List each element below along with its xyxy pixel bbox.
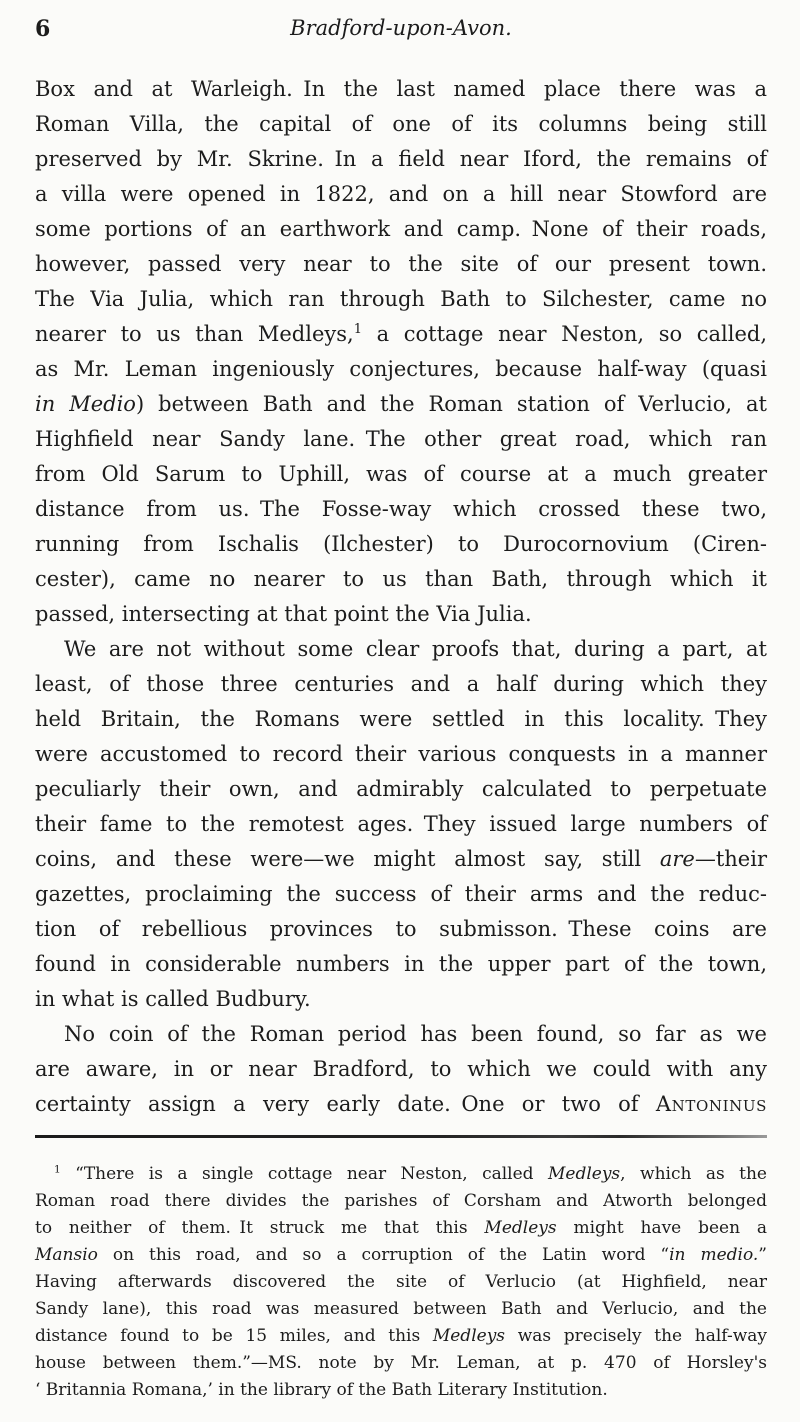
text-line: [35, 282, 767, 317]
text-run: cester), came no nearer to us than Bath, through which it: [35, 567, 767, 591]
text-run: some portions of an earthwork and camp. None of their roads,: [35, 217, 767, 241]
text-run: found in considerable numbers in the upper part of the town,: [35, 952, 767, 976]
text-run: passed, intersecting at that point the Via Julia.: [35, 602, 532, 626]
text-line: [35, 632, 767, 667]
text-run: ) between Bath and the Roman station of Verlucio, at: [135, 392, 767, 416]
text-line: [35, 527, 767, 562]
italic-text: Medleys: [484, 1218, 557, 1238]
paragraph: [35, 1017, 767, 1122]
text-run: “There is a single cottage near Neston, called: [60, 1164, 548, 1184]
text-run: are aware, in or near Bradford, to which we could with any: [35, 1057, 767, 1081]
footnote-rule: [35, 1135, 767, 1138]
text-line: [35, 142, 767, 177]
superscript-marker: 1: [353, 322, 362, 337]
text-line: [35, 1017, 767, 1052]
text-line: [35, 562, 767, 597]
text-line: [35, 177, 767, 212]
text-line: [35, 72, 767, 107]
text-run: Box and at Warleigh. In the last named place there was a: [35, 77, 767, 101]
text-run: house between them.”—MS. note by Mr. Leman, at p. 470 of Horsley's: [35, 1353, 767, 1373]
text-line: [35, 1242, 767, 1269]
text-run: , which as the: [620, 1164, 767, 1184]
text-line: [35, 247, 767, 282]
text-run: ”: [758, 1245, 767, 1265]
text-line: [35, 1377, 767, 1404]
text-run: held Britain, the Romans were settled in this locality. They: [35, 707, 767, 731]
italic-text: are: [659, 847, 695, 871]
text-run: were accustomed to record their various conquests in a manner: [35, 742, 767, 766]
italic-text: Medleys: [547, 1164, 621, 1184]
text-line: [35, 912, 767, 947]
text-line: [35, 1052, 767, 1087]
text-run: distance from us. The Fosse-way which crossed these two,: [35, 497, 767, 521]
text-run: running from Ischalis (Ilchester) to Durocornovium (Ciren-: [35, 532, 767, 556]
text-line: [35, 317, 767, 352]
text-line: [35, 702, 767, 737]
text-line: [35, 1188, 767, 1215]
text-run: Highfield near Sandy lane. The other great road, which ran: [35, 427, 767, 451]
text-run: however, passed very near to the site of our present town.: [35, 252, 767, 276]
text-run: Roman road there divides the parishes of Corsham and Atworth belonged: [35, 1191, 767, 1211]
text-line: [35, 387, 767, 422]
text-run: was precisely the half-way: [505, 1326, 768, 1346]
superscript-marker: 1: [54, 1163, 61, 1176]
text-run: ‘ Britannia Romana,’ in the library of the Bath Literary Institution.: [35, 1380, 608, 1400]
text-run: —their: [694, 847, 767, 871]
text-line: [35, 597, 767, 632]
italic-text: Mansio: [35, 1245, 98, 1265]
footnote: [35, 1161, 767, 1404]
text-run: least, of those three centuries and a half during which they: [35, 672, 767, 696]
text-run: Having afterwards discovered the site of Verlucio (at Highfield, near: [35, 1272, 767, 1292]
text-line: [35, 877, 767, 912]
text-run: No coin of the Roman period has been found, so far as we: [64, 1022, 767, 1046]
text-line: [35, 1161, 767, 1188]
italic-text: in Medio: [35, 392, 136, 416]
text-line: [35, 947, 767, 982]
text-run: a villa were opened in 1822, and on a hill near Stowford are: [35, 182, 767, 206]
text-line: [35, 1215, 767, 1242]
text-run: preserved by Mr. Skrine. In a field near Iford, the remains of: [35, 147, 767, 171]
text-line: [35, 842, 767, 877]
text-run: We are not without some clear proofs that, during a part, at: [64, 637, 767, 661]
text-line: [35, 1323, 767, 1350]
text-line: [35, 107, 767, 142]
text-run: gazettes, proclaiming the success of their arms and the reduc-: [35, 882, 767, 906]
paragraph: [35, 632, 767, 1017]
text-run: nearer to us than Medleys,: [35, 322, 354, 346]
text-line: [35, 1296, 767, 1323]
text-line: [35, 352, 767, 387]
text-line: [35, 212, 767, 247]
text-run: their fame to the remotest ages. They issued large numbers of: [35, 812, 767, 836]
text-run: from Old Sarum to Uphill, was of course at a much greater: [35, 462, 767, 486]
text-run: to neither of them. It struck me that this: [35, 1218, 485, 1238]
text-run: might have been a: [556, 1218, 767, 1238]
text-line: [35, 457, 767, 492]
paragraph: [35, 1161, 767, 1404]
text-run: The Via Julia, which ran through Bath to Silchester, came no: [35, 287, 767, 311]
paragraph: [35, 72, 767, 632]
text-run: peculiarly their own, and admirably calculated to perpetuate: [35, 777, 767, 801]
text-run: tion of rebellious provinces to submisson. These coins are: [35, 917, 767, 941]
text-line: [35, 982, 767, 1017]
text-line: [35, 1350, 767, 1377]
text-line: [35, 772, 767, 807]
body-text: [35, 72, 767, 1122]
text-run: distance found to be 15 miles, and this: [35, 1326, 433, 1346]
text-run: a cottage near Neston, so called,: [362, 322, 767, 346]
text-run: Roman Villa, the capital of one of its columns being still: [35, 112, 767, 136]
text-run: coins, and these were—we might almost say, still: [35, 847, 660, 871]
running-title: Bradford-upon-Avon.: [290, 16, 512, 40]
text-run: in what is called Budbury.: [35, 987, 311, 1011]
text-run: on this road, and so a corruption of the Latin word “: [97, 1245, 670, 1265]
text-run: Sandy lane), this road was measured between Bath and Verlucio, and the: [35, 1299, 767, 1319]
text-line: [35, 737, 767, 772]
page-header: [35, 14, 767, 48]
text-run: as Mr. Leman ingeniously conjectures, because half-way (quasi: [35, 357, 767, 381]
text-line: [35, 422, 767, 457]
text-line: [35, 807, 767, 842]
page-number: 6: [35, 16, 52, 42]
italic-text: Medleys: [432, 1326, 506, 1346]
italic-text: in medio.: [669, 1245, 759, 1265]
text-line: [35, 492, 767, 527]
text-line: [35, 667, 767, 702]
text-line: [35, 1269, 767, 1296]
text-line: [35, 1087, 767, 1122]
text-run: certainty assign a very early date. One or two of: [35, 1092, 656, 1116]
small-caps-text: Antoninus: [655, 1092, 767, 1116]
